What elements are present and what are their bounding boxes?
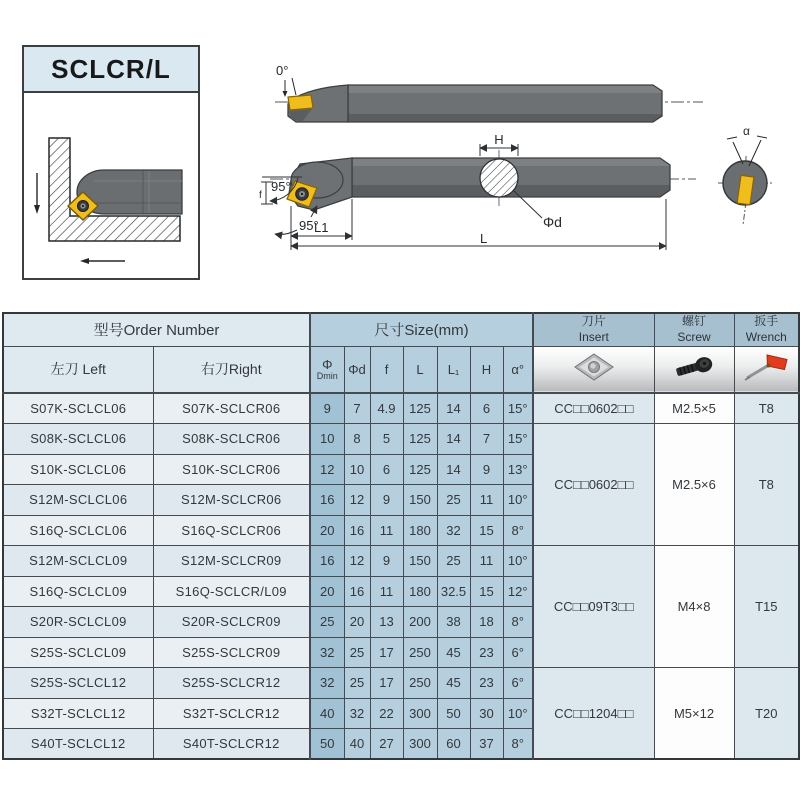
header-screw [654,313,734,346]
cell-H: 30 [470,698,503,729]
cell-f: 6 [370,454,403,485]
tool-family-title: SCLCR/L [24,47,198,93]
cell-wrench: T8 [734,393,799,424]
cell-dmin: 40 [310,698,344,729]
cell-H: 23 [470,637,503,668]
header-col-d: Φd [344,346,370,393]
header-wrench-en: Wrench [745,329,787,344]
cell-L: 250 [403,637,437,668]
cell-L1: 14 [437,393,470,424]
cell-dmin: 10 [310,424,344,455]
cell-left: S12M-SCLCL06 [3,485,153,516]
cell-a: 13° [503,454,533,485]
cell-f: 11 [370,576,403,607]
cell-L1: 25 [437,485,470,516]
insert-side [288,95,313,110]
header-screw-zh: 螺钉 [682,314,707,329]
header-col-L: L [403,346,437,393]
cell-L1: 60 [437,729,470,760]
side-view-diagram [275,58,705,130]
cell-L1: 14 [437,424,470,455]
cell-f: 22 [370,698,403,729]
header-col-f: f [370,346,403,393]
internal-turning-diagram [24,93,198,278]
cell-dmin: 20 [310,515,344,546]
cell-L1: 25 [437,546,470,577]
dim-l1-label: L1 [314,220,329,235]
cell-H: 15 [470,576,503,607]
cell-f: 4.9 [370,393,403,424]
cell-dmin: 12 [310,454,344,485]
header-size: 尺寸Size(mm) [310,313,533,346]
cell-left: S32T-SCLCL12 [3,698,153,729]
cell-d: 12 [344,485,370,516]
cell-L1: 32 [437,515,470,546]
header-screw-en: Screw [677,329,711,344]
cell-left: S08K-SCLCL06 [3,424,153,455]
header-insert-en: Insert [578,329,609,344]
cell-L: 150 [403,485,437,516]
cell-left: S25S-SCLCL12 [3,668,153,699]
cell-left: S12M-SCLCL09 [3,546,153,577]
cell-a: 12° [503,576,533,607]
rake-angle-label: 0° [276,63,289,78]
cell-L: 200 [403,607,437,638]
cell-a: 10° [503,546,533,577]
cell-right: S20R-SCLCR09 [153,607,310,638]
cell-right: S16Q-SCLCR06 [153,515,310,546]
cell-d: 25 [344,637,370,668]
cell-L: 150 [403,546,437,577]
header-col-H: H [470,346,503,393]
cell-screw: M2.5×6 [654,424,734,546]
cell-screw: M5×12 [654,668,734,760]
cell-L: 125 [403,454,437,485]
cell-insert: CC□□0602□□ [533,424,654,546]
cell-d: 25 [344,668,370,699]
cell-wrench: T20 [734,668,799,760]
cell-L1: 45 [437,637,470,668]
cell-right: S12M-SCLCR09 [153,546,310,577]
cell-f: 9 [370,485,403,516]
header-col-L1: L₁ [437,346,470,393]
cell-L: 180 [403,576,437,607]
cell-right: S25S-SCLCR09 [153,637,310,668]
cell-L: 125 [403,393,437,424]
cell-d: 12 [344,546,370,577]
cell-left: S40T-SCLCL12 [3,729,153,760]
cell-f: 5 [370,424,403,455]
cell-left: S07K-SCLCL06 [3,393,153,424]
screw-icon [671,354,717,380]
cell-H: 23 [470,668,503,699]
cell-L1: 50 [437,698,470,729]
cell-H: 6 [470,393,503,424]
header-wrench-zh: 扳手 [754,314,779,329]
cell-a: 8° [503,515,533,546]
header-col-alpha: α° [503,346,533,393]
cell-f: 17 [370,668,403,699]
header-insert-zh: 刀片 [581,314,606,329]
header-right-hand: 右刀Right [153,346,310,393]
cell-d: 10 [344,454,370,485]
header-left-hand: 左刀 Left [3,346,153,393]
cell-f: 27 [370,729,403,760]
cell-wrench: T15 [734,546,799,668]
phi-symbol: Φ [322,356,333,372]
cell-screw: M2.5×5 [654,393,734,424]
cell-f: 17 [370,637,403,668]
tool-family-box [22,45,200,280]
cell-H: 11 [470,485,503,516]
cell-right: S12M-SCLCR06 [153,485,310,516]
table-row [3,393,799,424]
cell-screw: M4×8 [654,546,734,668]
cell-H: 15 [470,515,503,546]
cell-dmin: 32 [310,668,344,699]
cell-d: 16 [344,576,370,607]
angle-top-label: 95° [271,179,291,194]
table-row [3,668,799,699]
cell-a: 8° [503,729,533,760]
cell-L: 250 [403,668,437,699]
cell-L: 300 [403,729,437,760]
cell-a: 15° [503,424,533,455]
cell-dmin: 16 [310,546,344,577]
wrench-icon [743,352,789,382]
cell-H: 18 [470,607,503,638]
cell-insert: CC□□0602□□ [533,393,654,424]
cell-right: S32T-SCLCR12 [153,698,310,729]
cell-a: 6° [503,668,533,699]
cell-left: S10K-SCLCL06 [3,454,153,485]
cell-L1: 32.5 [437,576,470,607]
dim-l-label: L [480,231,488,246]
cell-right: S25S-SCLCR12 [153,668,310,699]
cell-f: 13 [370,607,403,638]
cell-right: S07K-SCLCR06 [153,393,310,424]
cell-a: 6° [503,637,533,668]
cell-left: S20R-SCLCL09 [3,607,153,638]
dim-f-label: f [259,190,262,201]
dmin-label: Dmin [316,370,338,381]
cell-right: S10K-SCLCR06 [153,454,310,485]
wrench-photo-cell [734,346,799,393]
cell-dmin: 9 [310,393,344,424]
cell-a: 15° [503,393,533,424]
cell-insert: CC□□09T3□□ [533,546,654,668]
cell-dmin: 20 [310,576,344,607]
cell-dmin: 25 [310,607,344,638]
table-row [3,546,799,577]
cell-right: S40T-SCLCR12 [153,729,310,760]
cell-d: 7 [344,393,370,424]
cell-left: S25S-SCLCL09 [3,637,153,668]
cell-a: 10° [503,485,533,516]
angle-bottom-label: 95° [299,218,319,233]
cell-d: 8 [344,424,370,455]
header-insert [533,313,654,346]
cell-H: 9 [470,454,503,485]
header-wrench [734,313,799,346]
header-col-dmin [310,346,344,393]
end-view-diagram [700,122,800,234]
screw-photo-cell [654,346,734,393]
cell-L: 125 [403,424,437,455]
cell-dmin: 50 [310,729,344,760]
cell-f: 11 [370,515,403,546]
cell-H: 7 [470,424,503,455]
cell-left: S16Q-SCLCL06 [3,515,153,546]
cell-right: S16Q-SCLCR/L09 [153,576,310,607]
table-row [3,424,799,455]
cell-wrench: T8 [734,424,799,546]
cell-d: 16 [344,515,370,546]
dim-phid-label: Φd [543,214,562,230]
insert-icon [572,352,616,382]
spec-table [2,312,800,760]
cell-L: 300 [403,698,437,729]
cell-a: 10° [503,698,533,729]
header-order-number: 型号Order Number [3,313,310,346]
cell-d: 40 [344,729,370,760]
tilt-angle-label: α [743,124,750,138]
cell-H: 11 [470,546,503,577]
cell-L: 180 [403,515,437,546]
cell-left: S16Q-SCLCL09 [3,576,153,607]
section-circle [480,159,518,197]
cell-H: 37 [470,729,503,760]
cell-dmin: 32 [310,637,344,668]
cell-right: S08K-SCLCR06 [153,424,310,455]
cell-dmin: 16 [310,485,344,516]
top-view-diagram [258,134,700,256]
cell-a: 8° [503,607,533,638]
insert-photo-cell [533,346,654,393]
cell-L1: 14 [437,454,470,485]
cell-insert: CC□□1204□□ [533,668,654,760]
cell-d: 32 [344,698,370,729]
cell-f: 9 [370,546,403,577]
cell-L1: 38 [437,607,470,638]
table-body [3,393,799,759]
cell-d: 20 [344,607,370,638]
dim-h-label: H [494,134,504,147]
cell-L1: 45 [437,668,470,699]
